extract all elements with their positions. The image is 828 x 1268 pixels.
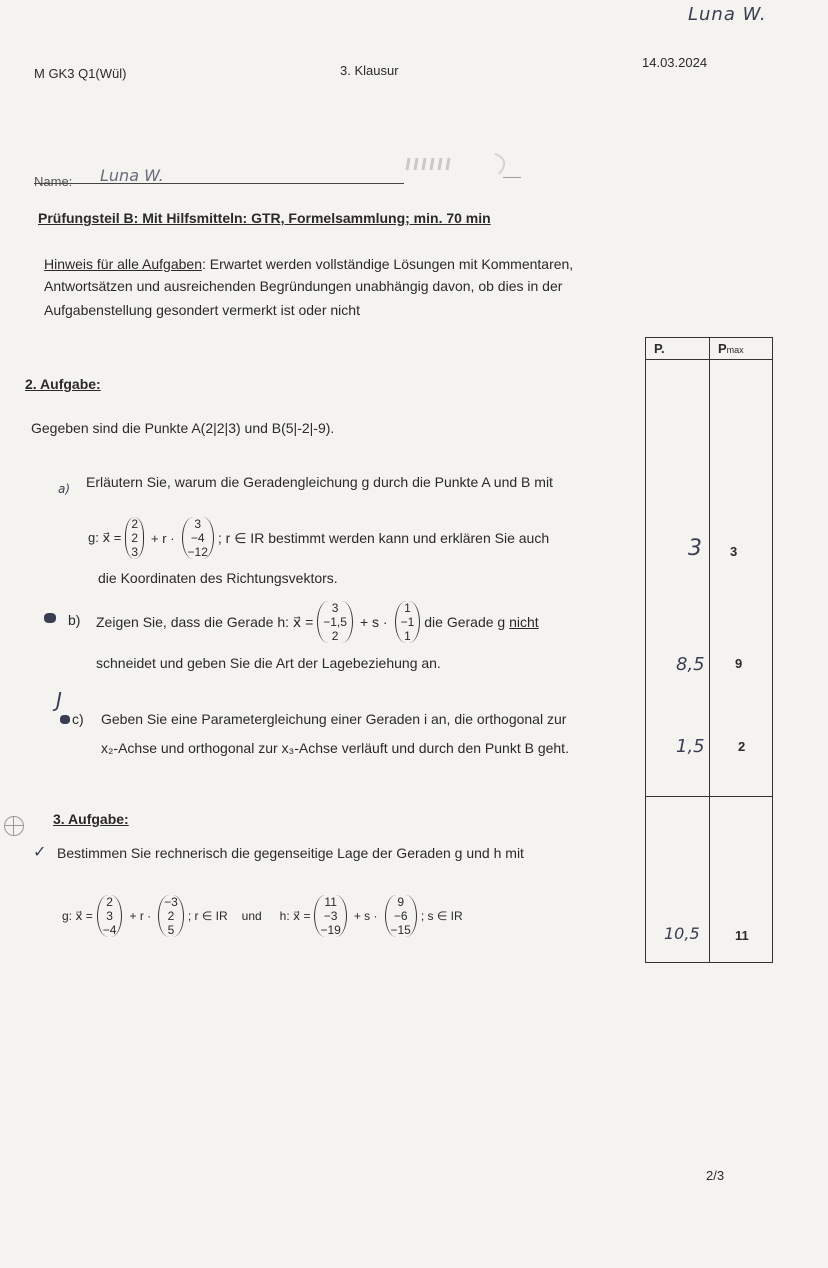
score-2c-max: 2 xyxy=(738,739,746,754)
task2b-marker: b) xyxy=(68,612,81,628)
section-title xyxy=(38,210,491,226)
score-3-achieved: 10,5 xyxy=(664,924,700,943)
task2c-line1: Geben Sie eine Parametergleichung einer Geraden i an, die orthogonal zur xyxy=(101,711,567,727)
hint-line-2: Antwortsätzen und ausreichenden Begründungen unabhängig davon, ob dies in der xyxy=(44,278,563,294)
task2b-text2: die Gerade g nicht xyxy=(424,614,539,630)
section-title-text: Prüfungsteil B: Mit Hilfsmitteln: GTR, Formelsammlung; min. 70 min xyxy=(38,210,491,226)
hint-line-3: Aufgabenstellung gesondert vermerkt ist oder nicht xyxy=(44,302,360,318)
task3-text: Bestimmen Sie rechnerisch die gegenseitige Lage der Geraden g und h mit xyxy=(57,845,524,861)
task3-h-support-vector: 11 −3 −19 xyxy=(314,895,346,937)
task2-title: 2. Aufgabe: xyxy=(25,376,101,392)
name-handwriting: Luna W. xyxy=(100,166,164,185)
task2a-direction-vector: 3 −4 −12 xyxy=(182,517,214,559)
hint-line-1: Hinweis für alle Aufgaben: Erwartet werden vollständige Lösungen mit Kommentaren, xyxy=(44,256,574,272)
task2a-eq-plus: + r · xyxy=(151,530,175,546)
task3-g-support-vector: 2 3 −4 xyxy=(97,895,123,937)
task3-und: und xyxy=(241,909,262,923)
score-2c-achieved: 1,5 xyxy=(676,736,705,757)
score-table-col-pmax: Pmax xyxy=(718,341,744,356)
task2b-plus: + s · xyxy=(359,614,388,630)
score-2b-max: 9 xyxy=(735,656,743,671)
task3-h-suffix: ; s ∈ IR xyxy=(420,909,463,923)
pen-blot-mark xyxy=(44,613,56,623)
task3-h-prefix: h: x⃗ = xyxy=(279,909,311,923)
score-table-col-p: P. xyxy=(654,341,665,356)
score-table-divider xyxy=(709,338,710,962)
score-table xyxy=(645,337,773,963)
task2a-support-vector: 2 2 3 xyxy=(125,517,144,559)
task2c-marker: c) xyxy=(60,711,84,727)
name-label: Name: xyxy=(34,174,73,189)
course-label: M GK3 Q1(Wül) xyxy=(34,66,127,81)
task3-g-equation xyxy=(62,884,463,948)
score-2b-achieved: 8,5 xyxy=(676,654,705,675)
task2a-line3: die Koordinaten des Richtungsvektors. xyxy=(98,570,338,586)
score-2a-max: 3 xyxy=(730,544,738,559)
task3-g-direction-vector: −3 2 5 xyxy=(158,895,184,937)
task2a-eq-suffix: ; r ∈ IR bestimmt werden kann und erklären Sie auch xyxy=(217,529,550,546)
score-2a-achieved: 3 xyxy=(688,536,702,561)
task2b-line2: schneidet und geben Sie die Art der Lagebeziehung an. xyxy=(96,655,441,671)
hint-label: Hinweis für alle Aufgaben xyxy=(44,256,202,272)
task3-title: 3. Aufgabe: xyxy=(53,811,129,827)
task2b-equation xyxy=(96,592,539,652)
score-table-header-line xyxy=(646,359,772,360)
task2c-line2: x₂-Achse und orthogonal zur x₃-Achse verläuft und durch den Punkt B geht. xyxy=(101,740,569,756)
exam-title: 3. Klausur xyxy=(340,63,399,78)
task2a-marker: a) xyxy=(58,482,71,496)
task3-g-plus: + r · xyxy=(129,909,152,923)
score-table-task-divider xyxy=(646,796,772,797)
hole-punch-mark xyxy=(4,816,24,836)
task2a-line1: Erläutern Sie, warum die Geradengleichung g durch die Punkte A und B mit xyxy=(86,474,553,490)
task3-h-plus: + s · xyxy=(353,909,378,923)
task2-given: Gegeben sind die Punkte A(2|2|3) und B(5|-2|-9). xyxy=(31,420,335,436)
check-mark-icon: ✓ xyxy=(33,844,47,861)
pen-blot-mark-2 xyxy=(60,715,70,724)
exam-date: 14.03.2024 xyxy=(642,55,708,70)
page-number: 2/3 xyxy=(706,1168,725,1183)
student-signature: Luna W. xyxy=(688,4,767,25)
name-underline xyxy=(34,183,404,184)
task2a-eq-prefix: g: x⃗ = xyxy=(88,530,122,545)
task2b-direction-vector: 1 −1 1 xyxy=(395,601,421,643)
name-stroke-mark xyxy=(403,150,521,176)
task2b-support-vector: 3 −1,5 2 xyxy=(317,601,353,643)
task3-g-prefix: g: x⃗ = xyxy=(62,909,93,923)
j-mark: J xyxy=(56,688,62,712)
task2a-equation xyxy=(88,508,549,568)
score-3-max: 11 xyxy=(735,928,749,943)
task3-g-suffix: ; r ∈ IR xyxy=(187,909,228,923)
task2b-text1: Zeigen Sie, dass die Gerade h: x⃗ = xyxy=(96,613,314,630)
task3-h-direction-vector: 9 −6 −15 xyxy=(385,895,417,937)
